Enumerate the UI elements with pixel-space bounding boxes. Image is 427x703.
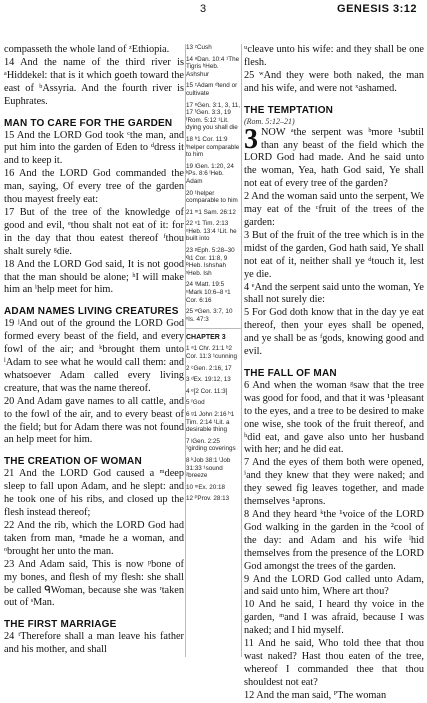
- reference-entry: 21 ᵐ1 Sam. 26:12: [186, 208, 236, 216]
- chapter-opening-verse: [244, 123, 424, 192]
- verse-paragraph: 25 ʷAnd they were both naked, the man and his wife, and were not ˣashamed.: [244, 69, 424, 94]
- chapter-reference-heading: CHAPTER 3: [186, 328, 241, 341]
- verse-paragraph: 24 ᵗTherefore shall a man leave his father and his mother, and shall: [4, 631, 184, 656]
- verse-text: NOW ᵃthe serpent was ᵇmore ¹subtil than any beast of the field which the LORD God had made. And he said unto the woman, Yea, hath God said, Ye shall not eat of every tree of the garden?: [244, 126, 424, 190]
- verse-paragraph: 3 But of the fruit of the tree which is in the midst of the garden, God hath said, Ye shall not eat of it, neither shall ye ᵈtouch it, lest ye die.: [244, 229, 424, 280]
- verse-paragraph: 21 And the LORD God caused a ᵐdeep sleep to fall upon Adam, and he slept: and he took one of his ribs, and closed up the flesh instead thereof;: [4, 468, 184, 519]
- verse-paragraph: ᵘcleave unto his wife: and they shall be one flesh.: [244, 44, 424, 68]
- reference-entry: 14 ᵃDan. 10:4 ¹The Tigris ᵇHeb. Ashshur: [186, 55, 240, 78]
- drop-cap-chapter-number: 3: [244, 123, 258, 155]
- section-heading: ADAM NAMES LIVING CREATURES: [4, 306, 179, 318]
- verse-paragraph: 11 And he said, Who told thee that thou wast naked? Hast thou eaten of the tree, whereof I commanded thee that thou shouldest not eat?: [244, 638, 424, 688]
- verse-paragraph: 20 And Adam gave names to all cattle, and to the fowl of the air, and to every beast of the field; but for Adam there was not found an help meet for him.: [4, 395, 184, 446]
- verse-paragraph: 14 And the name of the third river is ᵃHiddekel: that is it which goeth toward the east of ᵇAssyria. And the fourth river is Euphrates.: [4, 56, 184, 107]
- verse-paragraph: 12 And the man said, ᴾThe woman: [244, 689, 387, 701]
- verse-paragraph: 2 And the woman said unto the serpent, We may eat of the ᶜfruit of the trees of the garden:: [244, 191, 424, 228]
- verse-paragraph: 6 And when the woman ᵍsaw that the tree was good for food, and that it was ¹pleasant to the eyes, and a tree to be desired to make one wise, she took of the fruit thereof, and ʰdid eat, and gave also unto her husband with her; and he did eat.: [244, 379, 424, 456]
- verse-paragraph: 16 And the LORD God commanded the man, saying, Of every tree of the garden thou mayest freely eat:: [4, 168, 184, 206]
- verse-paragraph: 17 But of the tree of the knowledge of good and evil, ᵉthou shalt not eat of it: for in the day that thou eatest thereof ᶠthou shalt surely ᵍdie.: [4, 206, 184, 257]
- section-heading: THE CREATION OF WOMAN: [4, 456, 142, 468]
- verse-paragraph: 10 And he said, I heard thy voice in the garden, ᵐand I was afraid, because I was naked; and I hid myself.: [244, 599, 424, 637]
- reference-entry: 3 ᵈEx. 19:12, 13: [186, 376, 231, 384]
- reference-entry: 23 ᵖEph. 5:28–30 ᑫ1 Cor. 11:8, 9 ᴿHeb. Ishshah ˢHeb. Ish: [186, 247, 235, 277]
- verse-paragraph: 23 And Adam said, This is now ᵖbone of my bones, and flesh of my flesh: she shall be called ᑫWoman, because she was ʳtaken out of ˢMan.: [4, 558, 184, 609]
- reference-entry: 20 ¹helper comparable to him: [186, 189, 238, 205]
- center-reference-column: [185, 44, 242, 657]
- reference-entry: 7 ʲGen. 2:25 ¹girding coverings: [186, 437, 236, 453]
- reference-entry: 10 ᵐEx. 20:18: [186, 483, 225, 491]
- reference-entry: 18 ʰ1 Cor. 11:9 ⁱhelper comparable to him: [186, 135, 240, 159]
- reference-entry: 24 ᵗMatt. 19:5 ᵘMark 10:6–8 ᵛ1 Cor. 6:16: [186, 281, 231, 304]
- section-heading: THE FIRST MARRIAGE: [4, 619, 117, 631]
- reference-entry: 17 ᵉGen. 3:1, 3, 11, 17 ᶠGen. 3:3, 19 ᶠRom. 5:12 ¹Lit. dying you shall die: [186, 101, 241, 132]
- reference-entry: 4 ᵉ[2 Cor. 11:3]: [186, 387, 228, 395]
- page-number: 3: [200, 3, 207, 15]
- reference-entry: 25 ʷGen. 3:7, 10 ˣIs. 47:3: [186, 308, 233, 323]
- verse-paragraph: 9 And the LORD God called unto Adam, and said unto him, Where art thou?: [244, 573, 424, 598]
- reference-entry: 13 ᶻCush: [186, 44, 212, 51]
- verse-paragraph: 8 And they heard ᵏthe ¹voice of the LORD God walking in the garden in the ²cool of the day: and Adam and his wife ˡhid themselves from the presence of the LORD God amongst the trees of the garden.: [244, 509, 424, 572]
- reference-entry: 1 ᵃ1 Chr. 21:1 ᵇ2 Cor. 11:3 ¹cunning: [186, 345, 237, 360]
- verse-paragraph: 19 ʲAnd out of the ground the LORD God formed every beast of the field, and every fowl of the air; and ᵏbrought them unto ˡAdam to see what he would call them: and whatsoever Adam called every living creature, that was the name thereof.: [4, 318, 184, 394]
- cross-reference-note: (Rom. 5:12–21): [244, 116, 295, 126]
- verse-paragraph: 7 And the eyes of them both were opened, ⁱand they knew that they were naked; and they sewed fig leaves together, and made themselves ¹aprons.: [244, 457, 424, 508]
- verse-paragraph: 5 For God doth know that in the day ye eat thereof, then your eyes shall be opened, and ye shall be as ᶠgods, knowing good and evil.: [244, 307, 424, 358]
- reference-entry: 19 ʲGen. 1:20, 24 ᵏPs. 8:6 ˡHeb. Adam: [186, 162, 234, 185]
- verse-paragraph: 22 And the rib, which the LORD God had taken from man, ⁿmade he a woman, and ᵒbrought her unto the man.: [4, 520, 184, 557]
- section-heading: THE FALL OF MAN: [244, 367, 337, 379]
- reference-entry: 5 ᶠGod: [186, 399, 205, 407]
- reference-entry: 6 ᵍ1 John 2:16 ʰ1 Tim. 2:14 ¹Lit. a desirable thing: [186, 410, 235, 434]
- section-heading: THE TEMPTATION: [244, 104, 334, 116]
- reference-entry: 15 ᶜAdam ᵈtend or cultivate: [186, 82, 238, 97]
- page-header: [0, 3, 427, 19]
- reference-entry: 8 ᵏJob 38:1 ˡJob 31:33 ¹sound ²breeze: [186, 456, 231, 480]
- reference-entry: 12 ᴾProv. 28:13: [186, 495, 230, 503]
- section-heading: MAN TO CARE FOR THE GARDEN: [4, 117, 173, 129]
- verse-paragraph: compasseth the whole land of ᶻEthiopia.: [4, 44, 170, 55]
- running-head: GENESIS 3:12: [337, 3, 417, 15]
- left-text-column: [4, 44, 184, 657]
- verse-paragraph: 15 And the LORD God took ᶜthe man, and put him into the garden of Eden to ᵈdress it and to keep it.: [4, 129, 184, 167]
- verse-paragraph: 18 And the LORD God said, It is not good that the man should be alone; ʰI will make him an ⁱhelp meet for him.: [4, 258, 184, 296]
- reference-entry: 22 ⁿ1 Tim. 2:13 ᵒHeb. 13:4 ¹Lit. he built into: [186, 220, 237, 243]
- right-text-column: [244, 44, 424, 701]
- verse-paragraph: 4 ᵉAnd the serpent said unto the woman, Ye shall not surely die:: [244, 281, 424, 306]
- reference-entry: 2 ᶜGen. 2:16, 17: [186, 364, 232, 372]
